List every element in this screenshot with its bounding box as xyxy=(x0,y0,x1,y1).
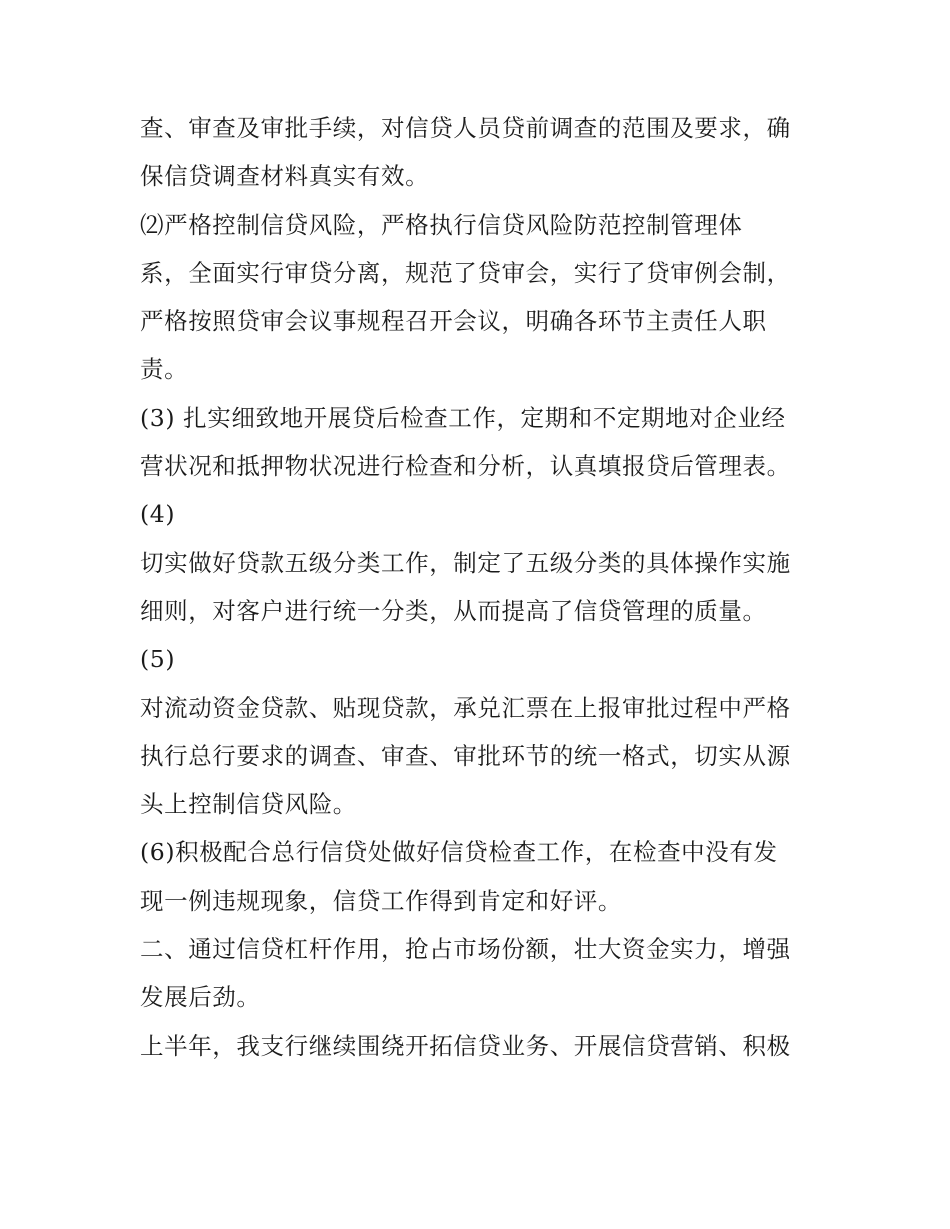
text-line: 对流动资金贷款、贴现贷款，承兑汇票在上报审批过程中严格 xyxy=(140,693,791,722)
text-line: 发展后劲。 xyxy=(140,983,261,1012)
text-line: 责。 xyxy=(140,355,189,384)
text-line: 营状况和抵押物状况进行检查和分析，认真填报贷后管理表。 xyxy=(140,452,791,481)
text-line: 细则，对客户进行统一分类，从而提高了信贷管理的质量。 xyxy=(140,596,767,625)
text-line: 保信贷调查材料真实有效。 xyxy=(140,162,430,191)
text-line: 上半年，我支行继续围绕开拓信贷业务、开展信贷营销、积极 xyxy=(140,1031,791,1060)
text-line: 头上控制信贷风险。 xyxy=(140,790,357,819)
text-line: 二、通过信贷杠杆作用，抢占市场份额，壮大资金实力，增强 xyxy=(140,935,791,964)
text-line: 现一例违规现象，信贷工作得到肯定和好评。 xyxy=(140,886,622,915)
text-line: (6)积极配合总行信贷处做好信贷检查工作，在检查中没有发 xyxy=(140,838,778,867)
text-line: (3) 扎实细致地开展贷后检查工作，定期和不定期地对企业经 xyxy=(140,403,786,432)
text-line: 严格按照贷审会议事规程召开会议，明确各环节主责任人职 xyxy=(140,307,767,336)
document-body xyxy=(140,104,820,1070)
text-line: 执行总行要求的调查、审查、审批环节的统一格式，切实从源 xyxy=(140,741,791,770)
text-line: (5) xyxy=(140,645,176,674)
text-line: ⑵严格控制信贷风险，严格执行信贷风险防范控制管理体 xyxy=(140,210,743,239)
text-line: 系，全面实行审贷分离，规范了贷审会，实行了贷审例会制， xyxy=(140,258,791,287)
text-line: (4) xyxy=(140,500,176,529)
text-line: 查、审查及审批手续，对信贷人员贷前调查的范围及要求，确 xyxy=(140,114,791,142)
text-line: 切实做好贷款五级分类工作，制定了五级分类的具体操作实施 xyxy=(140,548,791,577)
